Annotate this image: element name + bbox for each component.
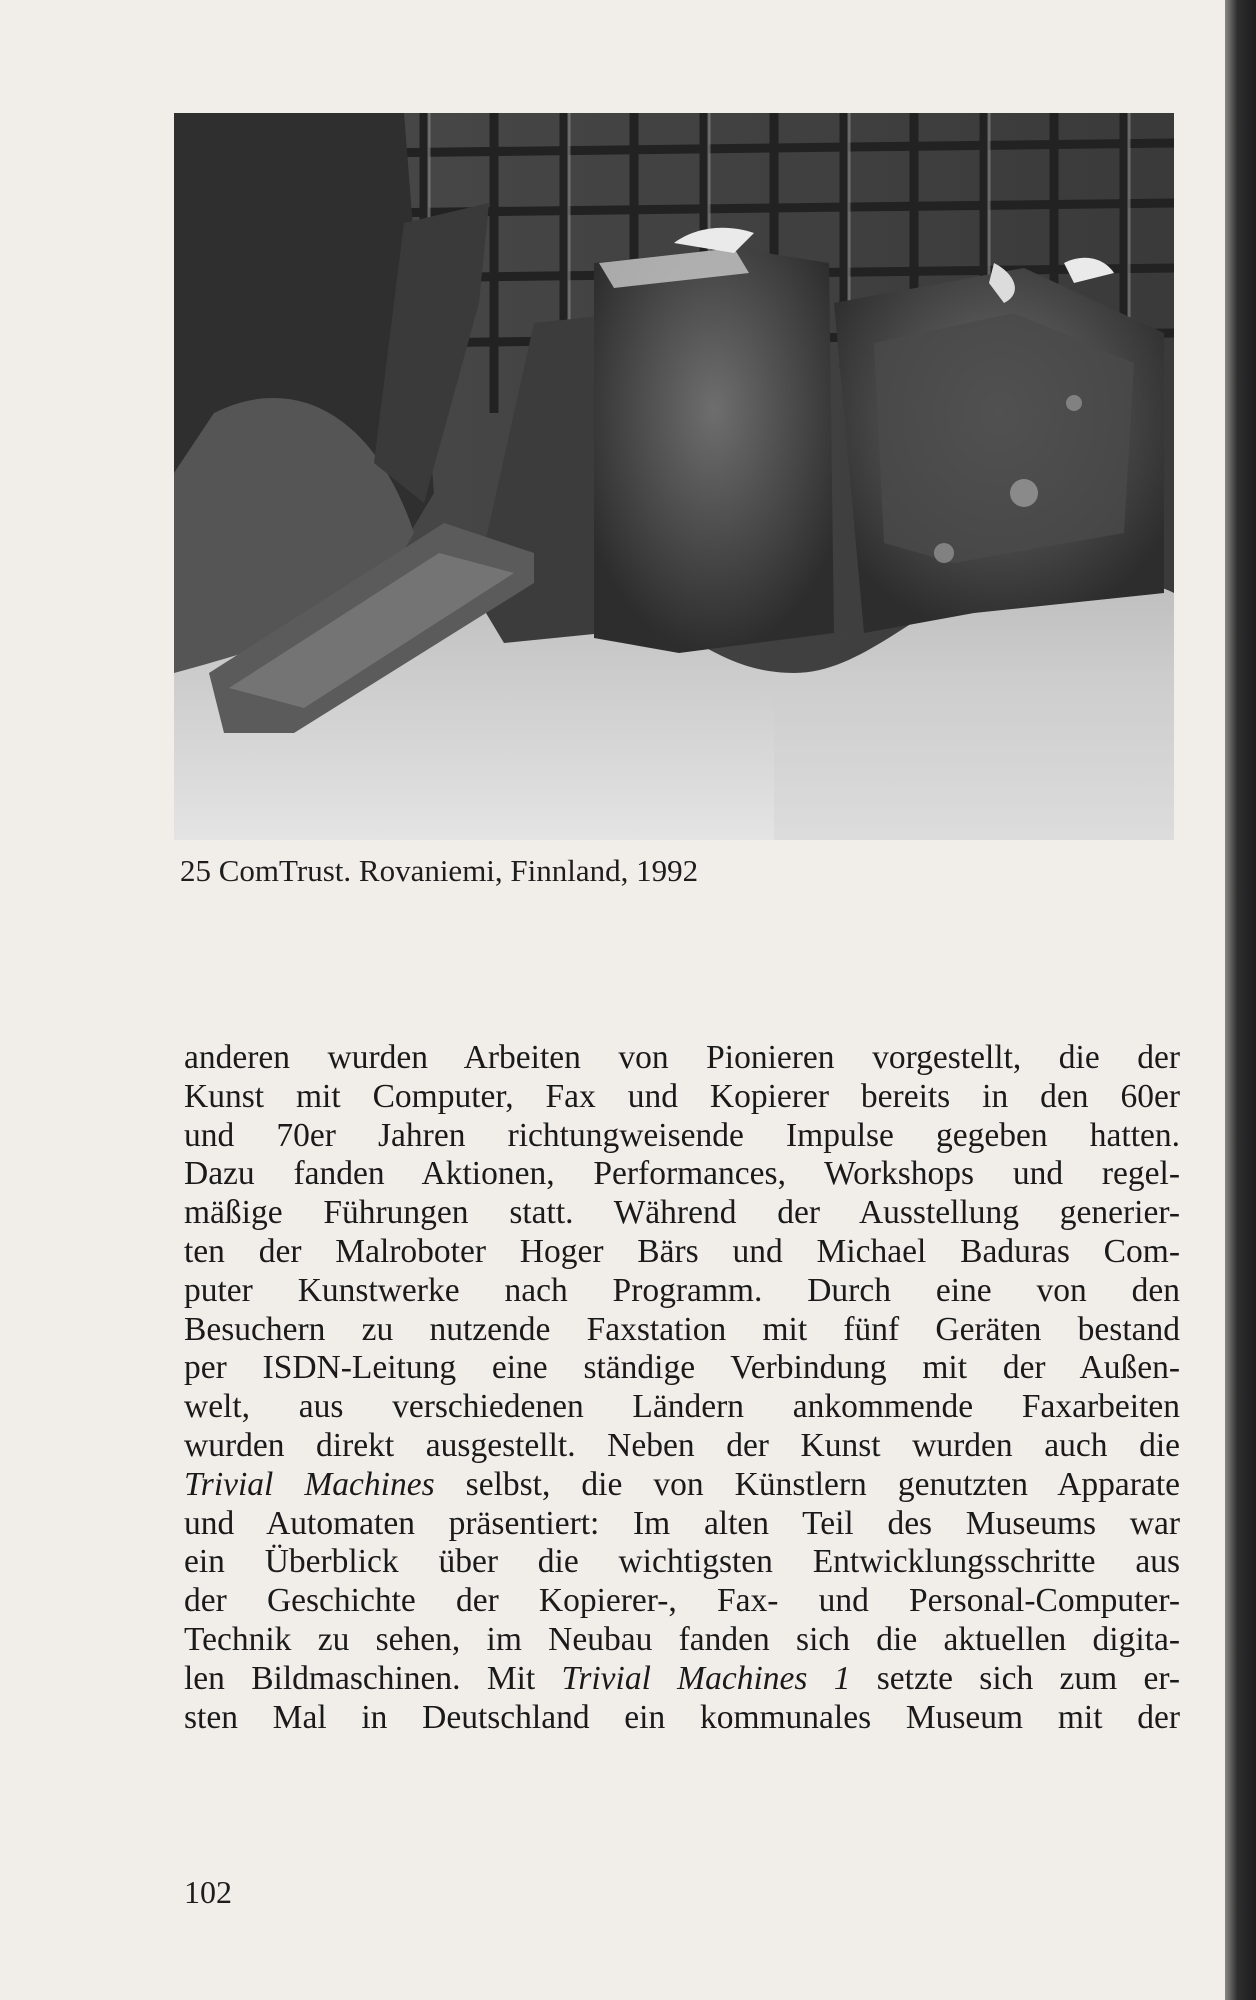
body-text xyxy=(184,1039,1180,1737)
text-line: Besuchern zu nutzende Faxstation mit fünf Geräten bestand xyxy=(184,1310,1180,1348)
text-line: welt, aus verschiedenen Ländern ankommende Faxarbeiten xyxy=(184,1388,1180,1426)
text-line-italic-mid xyxy=(184,1660,1180,1699)
text-line-italic-start xyxy=(184,1466,1180,1505)
figure-photo xyxy=(174,113,1174,840)
text-line: ein Überblick über die wichtigsten Entwicklungsschritte aus xyxy=(184,1543,1180,1581)
figure-caption: 25 ComTrust. Rovaniemi, Finnland, 1992 xyxy=(180,853,699,888)
text-segment: selbst, die von Künstlern genutzten Apparate xyxy=(434,1465,1180,1503)
text-line: puter Kunstwerke nach Programm. Durch eine von den xyxy=(184,1271,1180,1309)
text-line: Dazu fanden Aktionen, Performances, Workshops und regel- xyxy=(184,1155,1180,1193)
page-edge-shadow xyxy=(1225,0,1256,2000)
text-segment: setzte sich zum er- xyxy=(850,1659,1180,1697)
text-line: per ISDN-Leitung eine ständige Verbindung mit der Außen- xyxy=(184,1349,1180,1387)
text-line: anderen wurden Arbeiten von Pionieren vorgestellt, die der xyxy=(184,1039,1180,1076)
text-line: Technik zu sehen, im Neubau fanden sich die aktuellen digita- xyxy=(184,1620,1180,1658)
italic-title: Trivial Machines 1 xyxy=(561,1659,851,1697)
text-line: sten Mal in Deutschland ein kommunales Museum mit der xyxy=(184,1698,1180,1736)
text-line: der Geschichte der Kopierer-, Fax- und Personal-Computer- xyxy=(184,1582,1180,1620)
text-line: und Automaten präsentiert: Im alten Teil des Museums war xyxy=(184,1504,1180,1542)
italic-title: Trivial Machines xyxy=(184,1465,435,1503)
page-number: 102 xyxy=(184,1874,232,1910)
text-segment: len Bildmaschinen. Mit xyxy=(184,1659,562,1697)
text-line: und 70er Jahren richtungweisende Impulse gegeben hatten. xyxy=(184,1116,1180,1154)
text-line: mäßige Führungen statt. Während der Ausstellung generier- xyxy=(184,1194,1180,1232)
photo-illustration xyxy=(174,113,1174,840)
text-line: wurden direkt ausgestellt. Neben der Kunst wurden auch die xyxy=(184,1426,1180,1464)
text-line: Kunst mit Computer, Fax und Kopierer bereits in den 60er xyxy=(184,1077,1180,1115)
text-line: ten der Malroboter Hoger Bärs und Michael Baduras Com- xyxy=(184,1232,1180,1270)
